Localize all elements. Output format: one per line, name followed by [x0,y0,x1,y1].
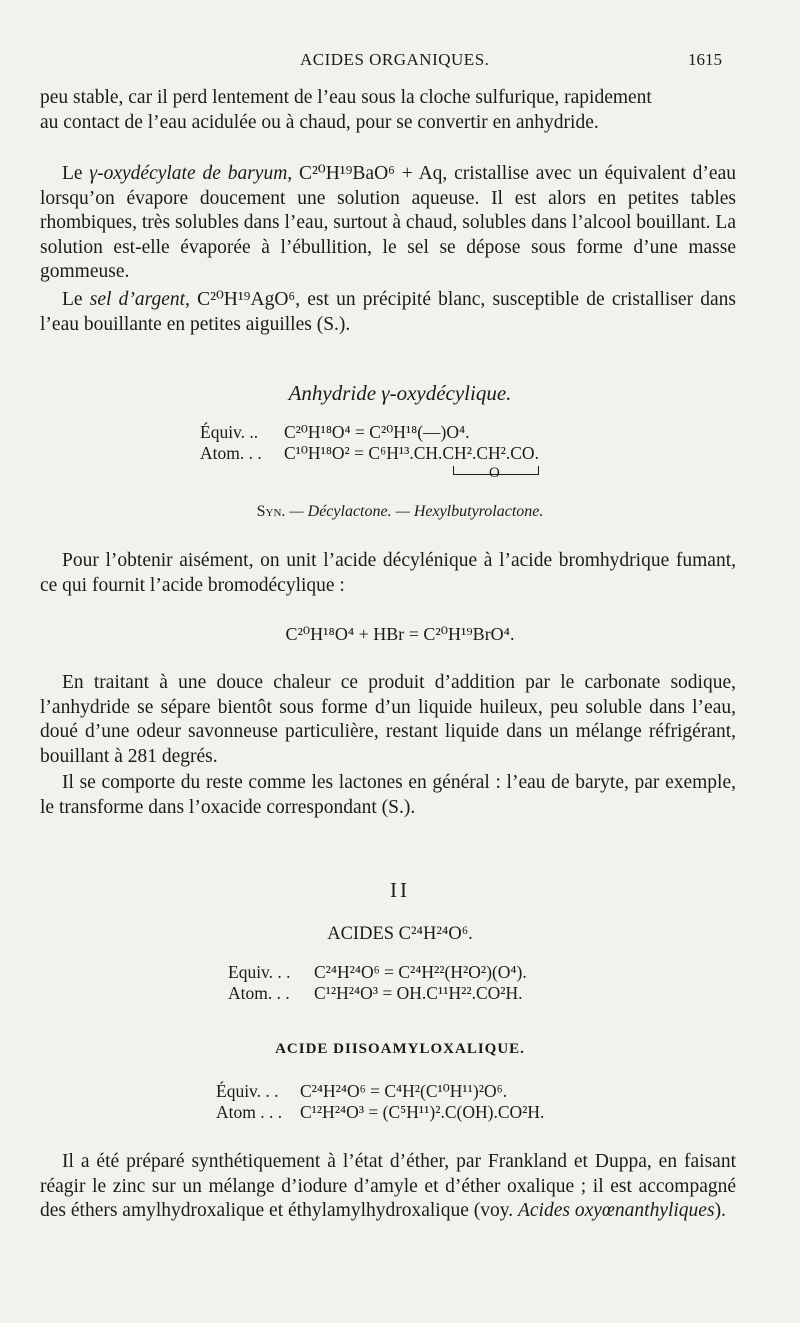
page-header [0,50,800,74]
paragraph-synthesis: Il a été préparé synthétiquement à l’état d’éther, par Frankland et Duppa, en faisant réagir le zinc sur un mélange d’iodure d’amyle et d’éther oxalique ; il est accompagné des éthers amylhydroxalique et éthylamylhydroxalique (voy. Acides oxyœnanthyliques). [40,1151,736,1221]
paragraph-behaviour: Il se comporte du reste comme les lactones en général : l’eau de baryte, par exemple, le transforme dans l’oxacide correspondant (S.). [40,772,736,818]
formula-row-equiv [200,422,469,443]
formula: C¹²H²⁴O³ = OH.C¹¹H²².CO²H. [314,983,523,1003]
section-title-anhydride: Anhydride γ-oxydécylique. [288,381,512,405]
compound-name: sel d’argent, [89,289,190,310]
paragraph-line: peu stable, car il perd lentement de l’eau sous la cloche sulfurique, rapidement [40,87,652,108]
formula-label: Atom . . . [216,1102,283,1122]
formula-label: Atom. . . [228,983,290,1003]
formula-label: Équiv. .. [200,422,259,442]
formula-label: Equiv. . . [228,962,291,982]
formula-row-equiv [228,962,527,983]
bracket-label: O [489,465,500,481]
formula-row-equiv [216,1081,507,1102]
page-number: 1615 [688,50,722,69]
paragraph-preparation: Pour l’obtenir aisément, on unit l’acide décylénique à l’acide bromhydrique fumant, ce qui fournit l’acide bromodécylique : [40,550,736,596]
synonyms-label: Syn. [256,503,286,520]
formula: C²⁰H¹⁸O⁴ = C²⁰H¹⁸(—)O⁴. [284,422,470,442]
paragraph-line: au contact de l’eau acidulée ou à chaud, pour se convertir en anhydride. [40,111,599,133]
synonyms-text: — Décylactone. — Hexylbutyrolactone. [289,503,544,520]
formula: C²⁴H²⁴O⁶ = C⁴H²(C¹⁰H¹¹)²O⁶. [300,1081,508,1101]
formula-row-atom [200,443,539,464]
formula: C²⁴H²⁴O⁶ = C²⁴H²²(H²O²)(O⁴). [314,962,527,982]
formula: C¹²H²⁴O³ = (C⁵H¹¹)².C(OH).CO²H. [300,1102,545,1122]
compound-title: ACIDE DIISOAMYLOXALIQUE. [275,1041,525,1057]
paragraph-silver-salt: Le sel d’argent, C²⁰H¹⁹AgO⁶, est un précipité blanc, susceptible de cristalliser dans l’eau bouillante en petites aiguilles (S.). [40,289,736,335]
running-title: ACIDES ORGANIQUES. [300,50,490,69]
formula-label: Atom. . . [200,443,262,463]
formula: C¹⁰H¹⁸O² = C⁶H¹³.CH.CH².CH².CO. [284,443,539,463]
compound-name: γ-oxydécylate de baryum, [89,163,293,184]
formula-label: Équiv. . . [216,1081,279,1101]
equation-addition: C²⁰H¹⁸O⁴ + HBr = C²⁰H¹⁹BrO⁴. [285,624,515,644]
paragraph-baryum-salt: Le γ-oxydécylate de baryum, C²⁰H¹⁹BaO⁶ + Aq, cristallise avec un équivalent d’eau lorsqu’on évapore doucement une solution aqueuse. Il est alors en petites tables rhombiques, très solubles dans l’eau, surtout à chaud, solubles dans l’alcool bouillant. La solution est-elle évaporée à l’ébullition, le sel se dépose sous forme d’une masse gommeuse. [40,163,736,282]
cross-reference: Acides oxyœnanthyliques [517,1200,715,1221]
formula-row-atom [216,1102,544,1123]
paragraph-treatment: En traitant à une douce chaleur ce produit d’addition par le carbonate sodique, l’anhydride se sépare bientôt sous forme d’un liquide huileux, peu soluble dans l’eau, doué d’une odeur savonneuse particulière, restant liquide dans un mélange réfrigérant, bouillant à 281 degrés. [40,672,736,767]
section-title-acids: ACIDES C²⁴H²⁴O⁶. [327,924,473,944]
formula-row-atom [228,983,523,1004]
section-number: II [390,878,410,902]
paragraph-intro [40,86,736,135]
synonyms-line [0,503,800,521]
